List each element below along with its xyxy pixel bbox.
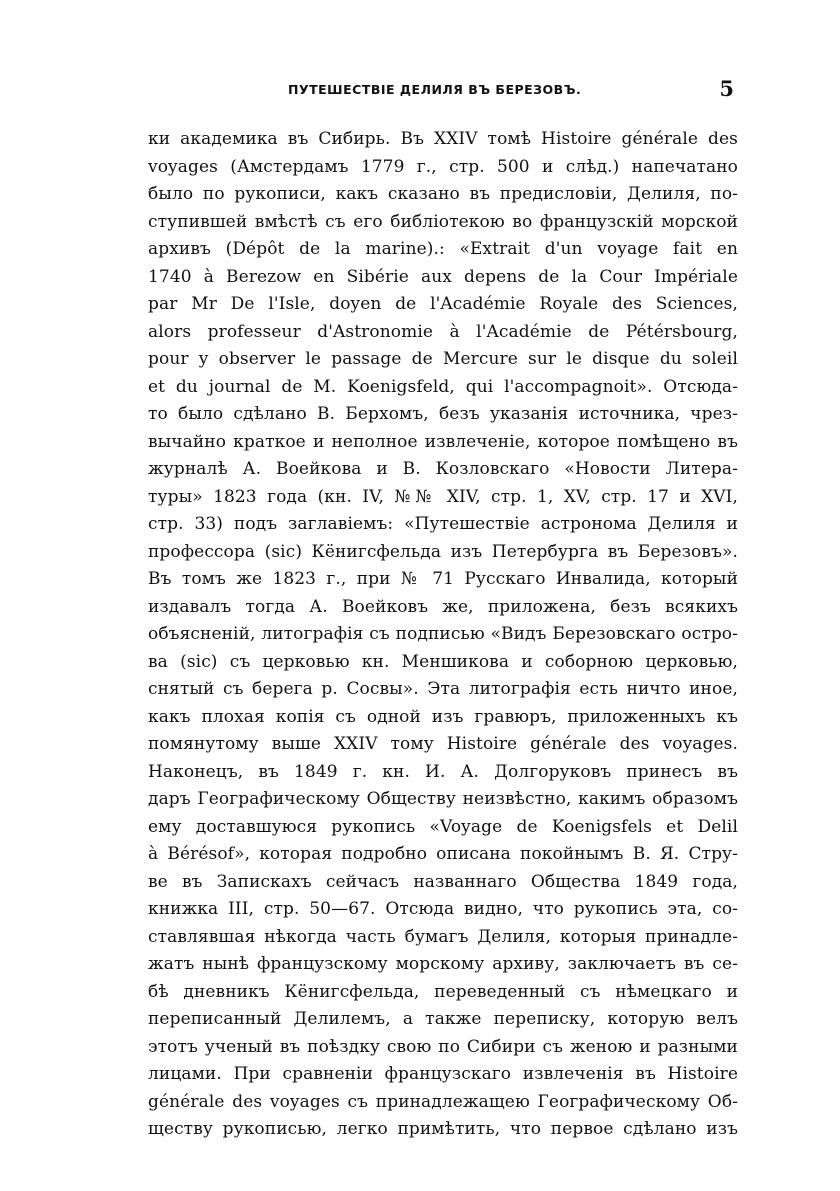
text-line: ществу рукописью, легко примѣтить, что первое сдѣлано изъ bbox=[148, 1119, 738, 1139]
text-line: книжка III, стр. 50—67. Отсюда видно, что рукопись эта, со- bbox=[148, 899, 738, 919]
running-title: ПУТЕШЕСТВІЕ ДЕЛИЛЯ ВЪ БЕРЕЗОВЪ. bbox=[288, 82, 582, 97]
text-line: было по рукописи, какъ сказано въ предисловіи, Делиля, по- bbox=[148, 184, 738, 204]
text-line: издавалъ тогда А. Воейковъ же, приложена, безъ всякихъ bbox=[148, 596, 738, 617]
text-line: ступившей вмѣстѣ съ его библіотекою во французскій морской bbox=[148, 211, 738, 232]
text-line: ки академика въ Сибирь. Въ XXIV томѣ Histoire générale des bbox=[148, 129, 738, 149]
text-line: et du journal de M. Koenigsfeld, qui l'accompagnoit». Отсюда- bbox=[148, 376, 738, 397]
text-line: какъ плохая копія съ одной изъ гравюръ, приложенныхъ къ bbox=[148, 706, 738, 727]
page-number: 5 bbox=[719, 76, 734, 101]
text-line: архивъ (Dépôt de la marine).: «Extrait d'un voyage fait en bbox=[148, 239, 738, 259]
body-text bbox=[148, 126, 738, 1144]
text-line: стр. 33) подъ заглавіемъ: «Путешествіе астронома Делиля и bbox=[148, 514, 738, 534]
text-line: Въ томъ же 1823 г., при № 71 Русскаго Инвалида, который bbox=[148, 569, 738, 589]
text-line: снятый съ берега р. Сосвы». Эта литографія есть ничто иное, bbox=[148, 679, 738, 699]
text-line: par Mr De l'Isle, doyen de l'Académie Royale des Sciences, bbox=[148, 294, 738, 314]
text-line: générale des voyages съ принадлежащею Географическому Об- bbox=[148, 1091, 738, 1112]
text-line: бѣ дневникъ Кёнигсфельда, переведенный съ нѣмецкаго и bbox=[148, 981, 738, 1002]
text-line: 1740 à Berezow en Sibérie aux depens de la Cour Impériale bbox=[148, 266, 738, 287]
text-line: помянутому выше XXIV тому Histoire générale des voyages. bbox=[148, 734, 738, 754]
text-line: ставлявшая нѣкогда часть бумагъ Делиля, которыя принадле- bbox=[148, 926, 738, 947]
text-line: переписанный Делилемъ, а также переписку, которую велъ bbox=[148, 1009, 738, 1029]
text-line: даръ Географическому Обществу неизвѣстно, какимъ образомъ bbox=[148, 789, 738, 809]
text-line: журналѣ А. Воейкова и В. Козловскаго «Новости Литера- bbox=[148, 459, 738, 479]
text-line: лицами. При сравненіи французскаго извлеченія въ Histoire bbox=[148, 1064, 738, 1084]
text-line: alors professeur d'Astronomie à l'Académie de Pétérsbourg, bbox=[148, 321, 738, 342]
text-line: ему доставшуюся рукопись «Voyage de Koenigsfels et Delil bbox=[148, 816, 738, 837]
text-line: Наконецъ, въ 1849 г. кн. И. А. Долгоруковъ принесъ въ bbox=[148, 761, 738, 782]
text-line: ве въ Запискахъ сейчасъ названнаго Общества 1849 года, bbox=[148, 871, 738, 892]
text-line: voyages (Амстердамъ 1779 г., стр. 500 и слѣд.) напечатано bbox=[148, 156, 738, 177]
text-line: объясненій, литографія съ подписью «Видъ Березовскаго остро- bbox=[148, 624, 738, 644]
text-line: à Bérésof», которая подробно описана покойнымъ В. Я. Стру- bbox=[148, 844, 738, 864]
page-header bbox=[148, 78, 738, 102]
text-line: профессора (sic) Кёнигсфельда изъ Петербурга въ Березовъ». bbox=[148, 541, 738, 562]
text-line: вычайно краткое и неполное извлеченіе, которое помѣщено въ bbox=[148, 431, 738, 452]
text-line: туры» 1823 года (кн. IV, №№ XIV, стр. 1, XV, стр. 17 и XVI, bbox=[148, 486, 738, 507]
text-line: ва (sic) съ церковью кн. Меншикова и соборною церковью, bbox=[148, 651, 738, 672]
text-line: pour y observer le passage de Mercure sur le disque du soleil bbox=[148, 349, 738, 369]
text-line: этотъ ученый въ поѣздку свою по Сибири съ женою и разными bbox=[148, 1036, 738, 1057]
text-line: жатъ нынѣ французскому морскому архиву, заключаетъ въ се- bbox=[148, 954, 738, 974]
text-line: то было сдѣлано В. Берхомъ, безъ указанія источника, чрез- bbox=[148, 404, 738, 424]
